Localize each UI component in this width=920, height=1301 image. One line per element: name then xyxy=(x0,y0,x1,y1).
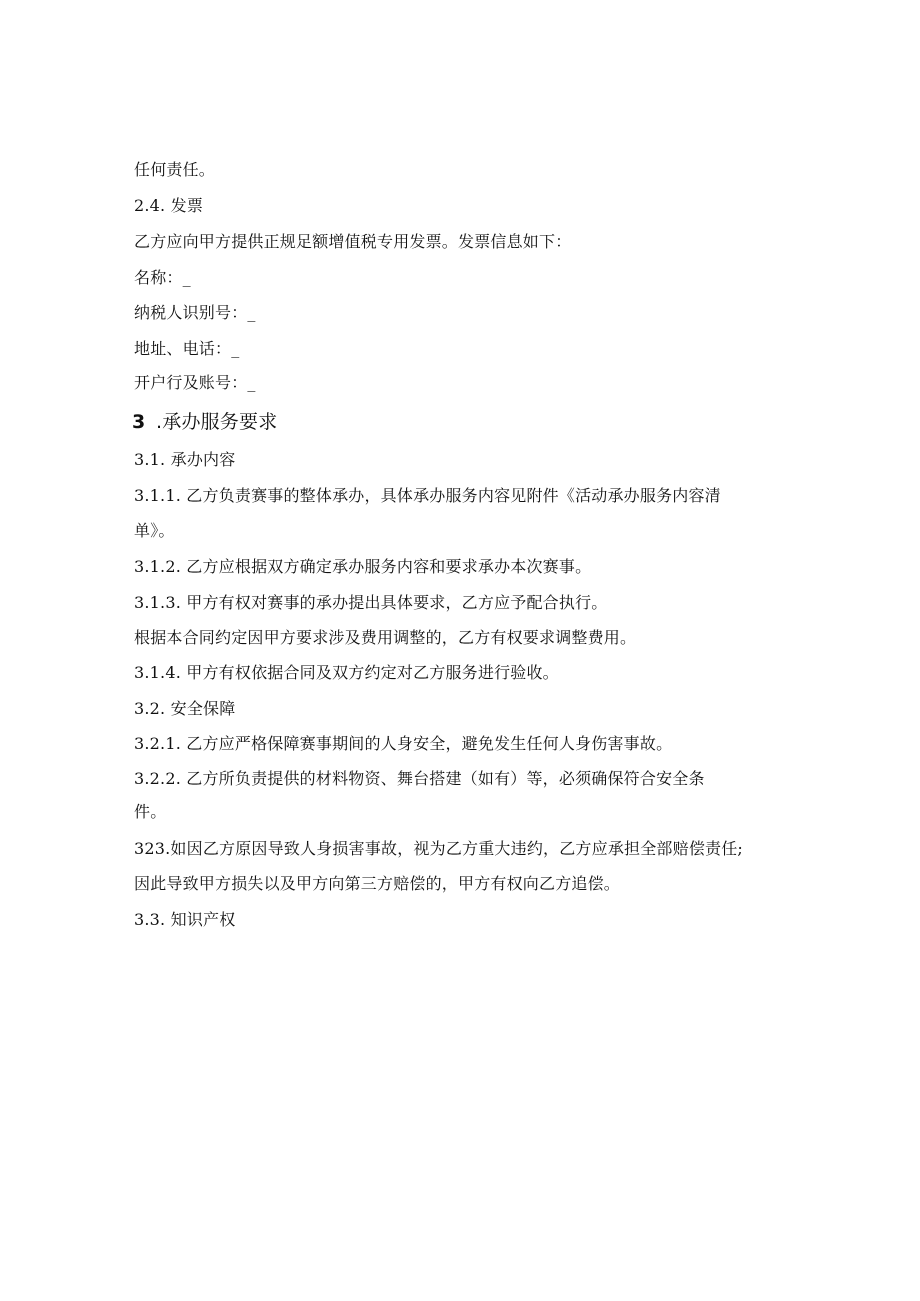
paragraph-line: 单》。 xyxy=(134,521,175,540)
paragraph-line: 任何责任。 xyxy=(134,160,216,179)
subsection-title-invoice: 2.4. 发票 xyxy=(134,196,204,215)
section-title: .承办服务要求 xyxy=(156,411,278,433)
section-number: 3 xyxy=(132,411,146,433)
subsection-title: 3.3. 知识产权 xyxy=(134,910,236,929)
invoice-bank-field: 开户行及账号：_ xyxy=(134,373,256,392)
subsection-title: 3.2. 安全保障 xyxy=(134,699,236,718)
paragraph-line: 乙方应向甲方提供正规足额增值税专用发票。发票信息如下： xyxy=(134,232,572,251)
paragraph-line: 3.1.2. 乙方应根据双方确定承办服务内容和要求承办本次赛事。 xyxy=(134,557,592,576)
paragraph-line: 3.2.1. 乙方应严格保障赛事期间的人身安全，避免发生任何人身伤害事故。 xyxy=(134,734,673,753)
paragraph-line: 因此导致甲方损失以及甲方向第三方赔偿的，甲方有权向乙方追偿。 xyxy=(134,874,621,893)
invoice-name-field: 名称：_ xyxy=(134,268,191,287)
section-heading xyxy=(132,410,277,434)
subsection-title: 3.1. 承办内容 xyxy=(134,450,236,469)
paragraph-line: 3.2.2. 乙方所负责提供的材料物资、舞台搭建（如有）等，必须确保符合安全条 xyxy=(134,769,705,788)
invoice-tax-id-field: 纳税人识别号：_ xyxy=(134,303,256,322)
paragraph-line: 323.如因乙方原因导致人身损害事故，视为乙方重大违约，乙方应承担全部赔偿责任; xyxy=(134,839,744,858)
paragraph-line: 3.1.4. 甲方有权依据合同及双方约定对乙方服务进行验收。 xyxy=(134,663,559,682)
paragraph-line: 3.1.1. 乙方负责赛事的整体承办，具体承办服务内容见附件《活动承办服务内容清 xyxy=(134,486,721,505)
invoice-address-field: 地址、电话：_ xyxy=(134,339,240,358)
paragraph-line: 根据本合同约定因甲方要求涉及费用调整的，乙方有权要求调整费用。 xyxy=(134,628,637,647)
paragraph-line: 件。 xyxy=(134,802,167,821)
paragraph-line: 3.1.3. 甲方有权对赛事的承办提出具体要求，乙方应予配合执行。 xyxy=(134,593,608,612)
